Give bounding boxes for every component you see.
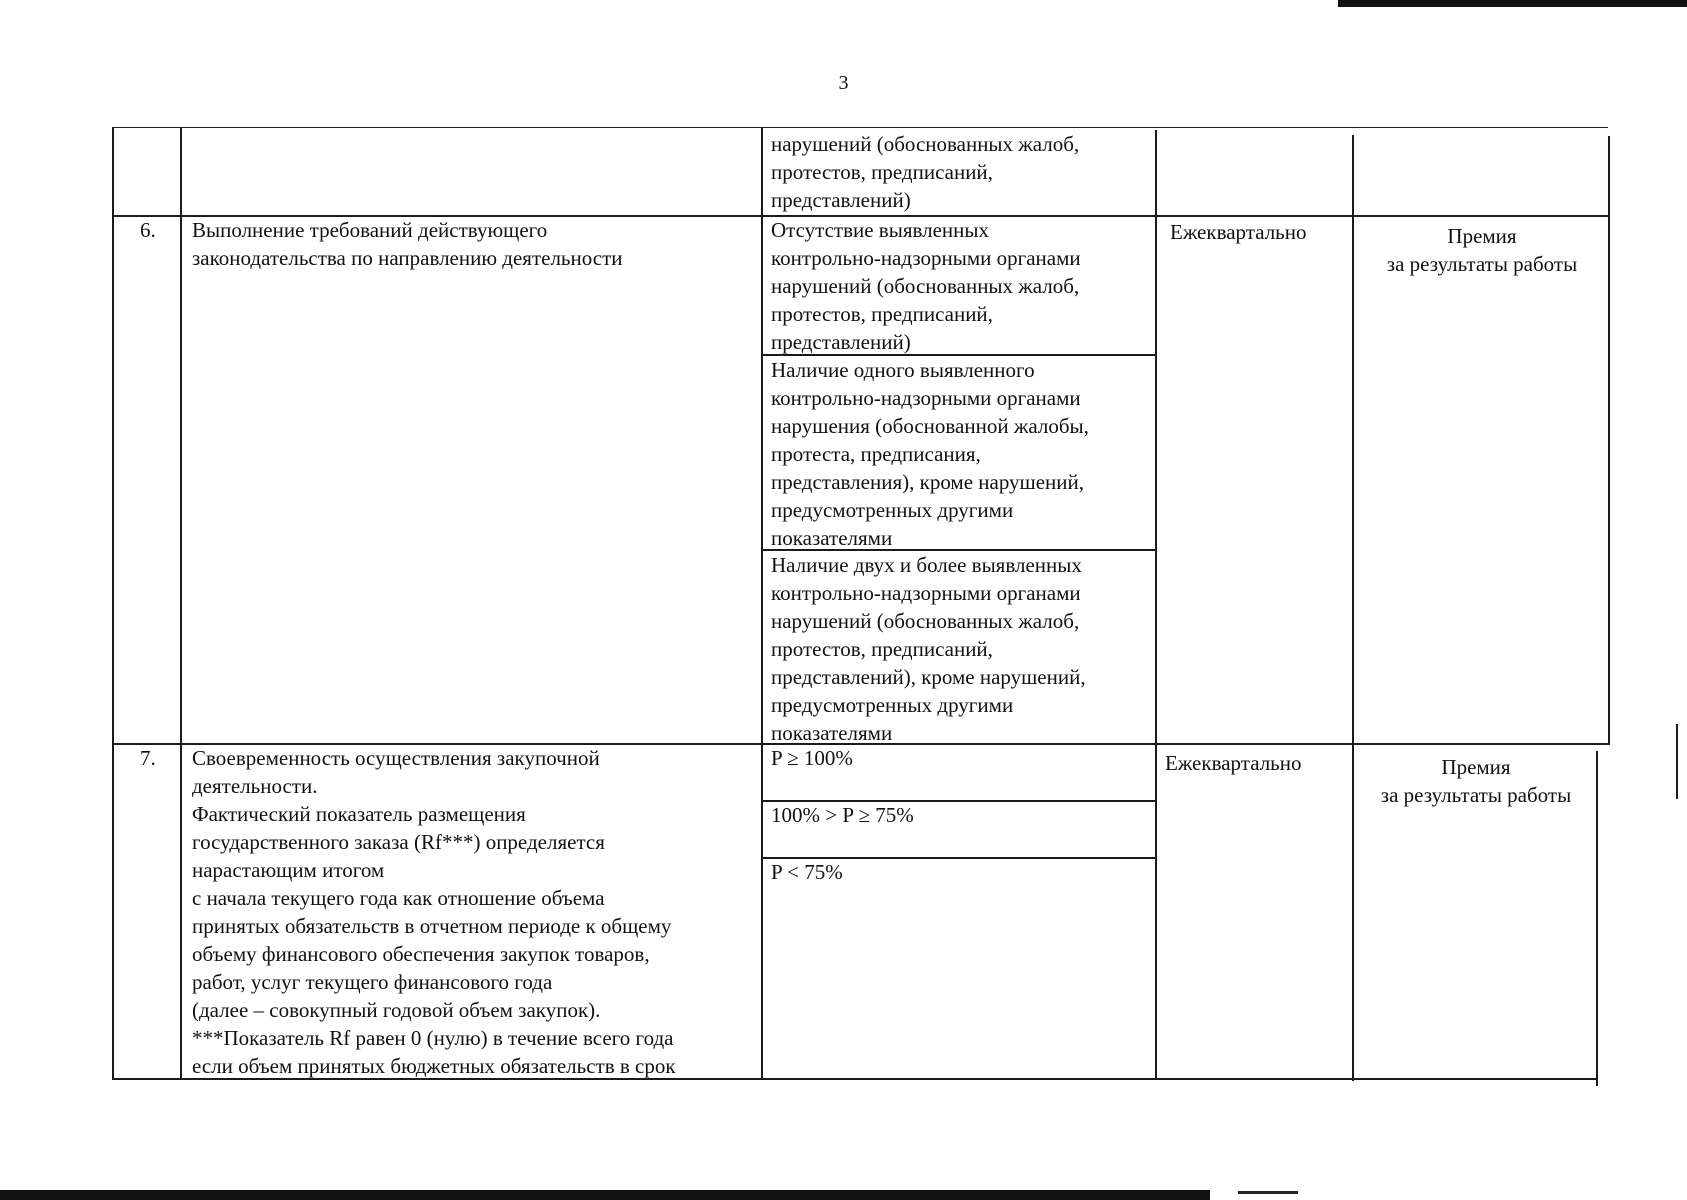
row7-number: 7.	[140, 746, 156, 770]
table-border-right-stub	[1676, 724, 1678, 799]
table-border-left	[112, 127, 114, 1080]
row6-number: 6.	[140, 218, 156, 242]
row7-criterion-1: P ≥ 100%	[771, 746, 853, 770]
top-edge-rule	[1338, 0, 1687, 7]
row7-criterion-3: P < 75%	[771, 860, 843, 884]
row6-frequency: Ежеквартально	[1170, 220, 1307, 244]
row7-payment: Премия за результаты работы	[1380, 755, 1572, 807]
row6-indicator: Выполнение требований действующего законодательства по направлению деятельности	[192, 218, 623, 270]
row6-criterion-1: Отсутствие выявленных контрольно-надзорными органами нарушений (обоснованных жалоб, протестов, предписаний, представлений)	[771, 218, 1081, 354]
row6-criterion-2: Наличие одного выявленного контрольно-надзорными органами нарушения (обоснованной жалобы, протеста, предписания, представления), кроме нарушений, предусмотренных другими показателями	[771, 358, 1089, 550]
table-border-right-lower	[1596, 751, 1598, 1086]
page-number: 3	[838, 72, 849, 94]
continued-criterion-cell: нарушений (обоснованных жалоб, протестов, предписаний, представлений)	[771, 132, 1080, 212]
column-divider-indicator	[761, 127, 763, 1080]
row6-criterion-3: Наличие двух и более выявленных контрольно-надзорными органами нарушений (обоснованных жалоб, протестов, предписаний, представлений), кроме нарушений, предусмотренных другими показателями	[771, 553, 1086, 745]
column-divider-criteria	[1155, 130, 1157, 1079]
row7-criterion-2: 100% > P ≥ 75%	[771, 803, 914, 827]
bottom-edge-mark	[1238, 1191, 1298, 1194]
row7-indicator: Своевременность осуществления закупочной деятельности. Фактический показатель размещения государственного заказа (Rf***) определяется нарастающим итогом с начала текущего года как отношение объема принятых обязательств в отчетном периоде к общему объему финансового обеспечения закупок товаров, работ, услуг текущего финансового года (далее – совокупный годовой объем закупок). ***Показатель Rf равен 0 (нулю) в течение всего года если объем принятых бюджетных обязательств в срок	[192, 746, 676, 1078]
column-divider-number	[180, 127, 182, 1080]
bottom-edge-rule	[0, 1190, 1210, 1200]
table-border-top	[112, 127, 1608, 128]
row6-payment: Премия за результаты работы	[1386, 224, 1578, 276]
table-border-right	[1608, 136, 1610, 745]
row7-frequency: Ежеквартально	[1165, 751, 1302, 775]
column-divider-frequency	[1352, 135, 1354, 1081]
